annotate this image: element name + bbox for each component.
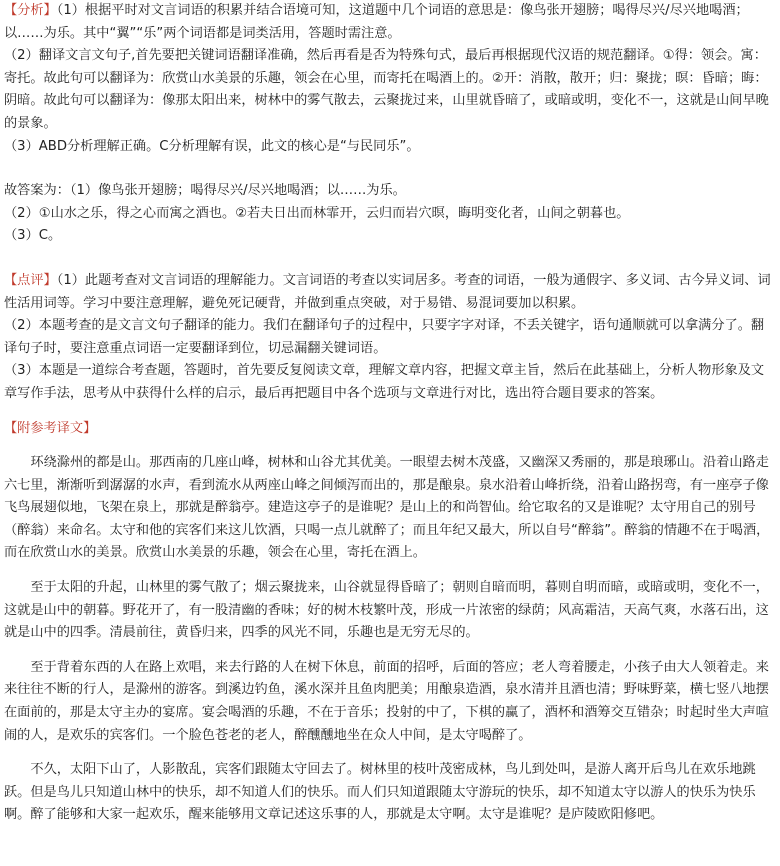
translation-paragraph-4: 不久，太阳下山了，人影散乱，宾客们跟随太守回去了。树林里的枝叶茂密成林，鸟儿到处叫，是游人离开后鸟儿在欢乐地跳跃。但是鸟儿只知道山林中的快乐，却不知道人们的快乐。而人们只知道跟随太守游玩的快乐，却不知道太守以游人的快乐为快乐啊。醉了能够和大家一起欢乐，醒来能够用文章记述这乐事的人，那就是太守啊。太守是谁呢？是庐陵欧阳修吧。 xyxy=(4,762,756,823)
spacer xyxy=(4,747,774,759)
spacer xyxy=(4,440,774,452)
spacer xyxy=(4,248,774,270)
analysis-paragraph-1 xyxy=(4,0,774,45)
comment-text-1: （1）此题考查对文言词语的理解能力。文言词语的考查以实词居多。考查的词语，一般为通假字、多义词、古今异义词、词性活用词等。学习中要注意理解，避免死记硬背，并做到重点突破，对于易错、易混词要加以积累。 xyxy=(4,272,771,311)
translation-paragraph-3: 至于背着东西的人在路上欢唱，来去行路的人在树下休息，前面的招呼，后面的答应；老人弯着腰走，小孩子由大人领着走。来来往往不断的行人，是滁州的游客。到溪边钓鱼，溪水深并且鱼肉肥美；用酿泉造酒，泉水清并且酒也清；野味野菜，横七竖八地摆在面前的，那是太守主办的宴席。宴会喝酒的乐趣，不在于音乐；投射的中了，下棋的赢了，酒杯和酒筹交互错杂；时起时坐大声喧闹的人，是欢乐的宾客们。一个脸色苍老的老人，醉醺醺地坐在众人中间，是太守喝醉了。 xyxy=(4,659,769,743)
translation-tag: 【附参考译文】 xyxy=(4,420,97,436)
comment-paragraph-3: （3）本题是一道综合考查题，答题时，首先要反复阅读文章，理解文章内容，把握文章主旨，然后在此基础上，分析人物形象及文章写作手法，思考从中获得什么样的启示，最后再把题目中各个选项与文章进行对比，选出符合题目要求的答案。 xyxy=(4,363,765,401)
comment-paragraph-2: （2）本题考查的是文言文句子翻译的能力。我们在翻译句子的过程中，只要字字对译，不丢关键字，语句通顺就可以拿满分了。翻译句子时，要注意重点词语一定要翻译到位，切忌漏翻关键词语。 xyxy=(4,318,765,356)
answer-line-1: 故答案为：（1）像鸟张开翅膀；喝得尽兴/尽兴地喝酒；以……为乐。 xyxy=(4,183,406,199)
answer-line-2: （2）①山水之乐，得之心而寓之酒也。②若夫日出而林霏开，云归而岩穴暝，晦明变化者，山间之朝暮也。 xyxy=(4,205,630,221)
translation-paragraph-2: 至于太阳的升起，山林里的雾气散了；烟云聚拢来，山谷就显得昏暗了；朝则自暗而明，暮则自明而暗，或暗或明，变化不一，这就是山中的朝暮。野花开了，有一股清幽的香味；好的树木枝繁叶茂，形成一片浓密的绿荫；风高霜洁，天高气爽，水落石出，这就是山中的四季。清晨前往，黄昏归来，四季的风光不同，乐趣也是无穷无尽的。 xyxy=(4,580,769,641)
spacer xyxy=(4,645,774,657)
spacer xyxy=(4,158,774,180)
analysis-text-1: （1）根据平时对文言词语的积累并结合语境可知，这道题中几个词语的意思是：像鸟张开翅膀；喝得尽兴/尽兴地喝酒；以……为乐。其中“翼”“乐”两个词语都是词类活用，答题时需注意。 xyxy=(4,3,749,41)
analysis-paragraph-2: （2）翻译文言文句子,首先要把关键词语翻译准确，然后再看是否为特殊句式，最后再根据现代汉语的规范翻译。①得：领会。寓：寄托。故此句可以翻译为：欣赏山水美景的乐趣，领会在心里，而寄托在喝酒上的。②开：消散，散开；归：聚拢；暝：昏暗；晦：阴暗。故此句可以翻译为：像那太阳出来，树林中的雾气散去，云聚拢过来，山里就昏暗了，或暗或明，变化不一，这就是山间早晚的景象。 xyxy=(4,48,769,131)
comment-paragraph-1 xyxy=(4,270,774,315)
spacer xyxy=(4,406,774,418)
comment-tag: 【点评】 xyxy=(4,272,57,288)
translation-paragraph-1: 环绕滁州的都是山。那西南的几座山峰，树林和山谷尤其优美。一眼望去树木茂盛，又幽深又秀丽的，那是琅琊山。沿着山路走六七里，渐渐听到潺潺的水声，看到流水从两座山峰之间倾泻而出的，那是酿泉。泉水沿着山峰折绕，沿着山路拐弯，有一座亭子像飞鸟展翅似地，飞架在泉上，那就是醉翁亭。建造这亭子的是谁呢？是山上的和尚智仙。给它取名的又是谁呢？太守用自己的别号（醉翁）来命名。太守和他的宾客们来这儿饮酒，只喝一点儿就醉了；而且年纪又最大，所以自号“醉翁”。醉翁的情趣不在于喝酒，而在欣赏山水的美景。欣赏山水美景的乐趣，领会在心里，寄托在酒上。 xyxy=(4,455,770,561)
analysis-paragraph-3: （3）ABD分析理解正确。C分析理解有误，此文的核心是“与民同乐”。 xyxy=(4,138,420,154)
translation-heading xyxy=(4,418,774,441)
spacer xyxy=(4,565,774,577)
answer-line-3: （3）C。 xyxy=(4,228,62,244)
analysis-tag: 【分析】 xyxy=(4,3,57,18)
